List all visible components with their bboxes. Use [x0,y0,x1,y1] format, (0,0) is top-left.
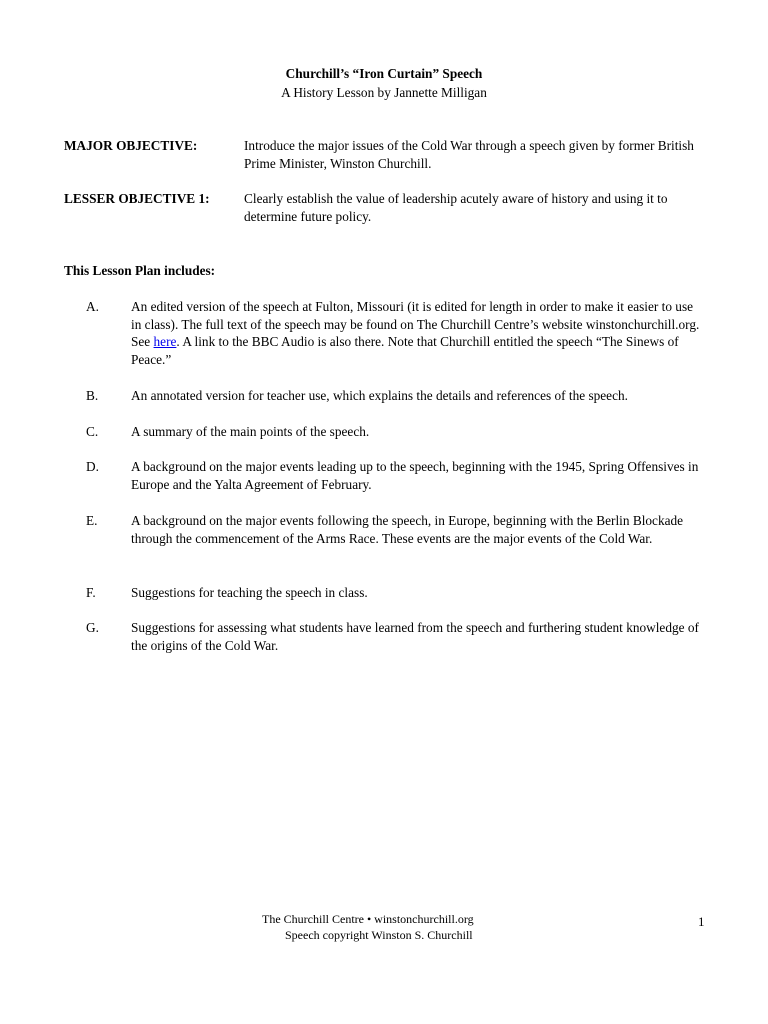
objective-text: Clearly establish the value of leadership acutely aware of history and using it to determine future policy. [244,191,668,224]
objective-text: Introduce the major issues of the Cold War through a speech given by former British Prime Minister, Winston Churchill. [244,138,694,171]
list-item-text: Suggestions for teaching the speech in class. [131,585,368,600]
document-subtitle: A History Lesson by Jannette Milligan [281,85,487,100]
list-item-letter: D. [86,459,99,474]
list-item-text: A background on the major events following the speech, in Europe, beginning with the Berlin Blockade through the commencement of the Arms Race. These events are the major events of the Cold War. [131,513,684,546]
page-number: 1 [698,914,705,929]
list-item-text: An annotated version for teacher use, which explains the details and references of the speech. [131,388,628,403]
list-item-text [131,298,706,368]
list-item-letter: G. [86,620,99,635]
objective-label: LESSER OBJECTIVE 1: [64,191,210,206]
list-item-text-after: . A link to the BBC Audio is also there. Note that Churchill entitled the speech “The Sinews of Peace.” [131,334,679,367]
list-item-text: Suggestions for assessing what students have learned from the speech and furthering student knowledge of the origins of the Cold War. [131,620,699,653]
list-item-text-before: An edited version of the speech at Fulton, Missouri (it is edited for length in order to make it easier to use in class). The full text of the speech may be found on The Churchill Centre’s website winstonchurchill.org. See [131,299,700,349]
list-item-letter: B. [86,388,99,403]
list-item-letter: C. [86,424,99,439]
list-item-letter: A. [86,299,99,314]
objective-label: MAJOR OBJECTIVE: [64,138,198,153]
here-link[interactable]: here [153,334,177,349]
list-item-letter: F. [86,585,96,600]
list-item-text: A background on the major events leading up to the speech, beginning with the 1945, Spring Offensives in Europe and the Yalta Agreement of February. [131,459,699,492]
list-item-letter: E. [86,513,98,528]
footer-copyright: Speech copyright Winston S. Churchill [285,928,473,942]
document-title: Churchill’s “Iron Curtain” Speech [285,66,483,81]
footer-credit: The Churchill Centre • winstonchurchill.org [262,912,474,926]
list-item-text: A summary of the main points of the speech. [131,424,370,439]
includes-heading: This Lesson Plan includes: [64,263,216,278]
